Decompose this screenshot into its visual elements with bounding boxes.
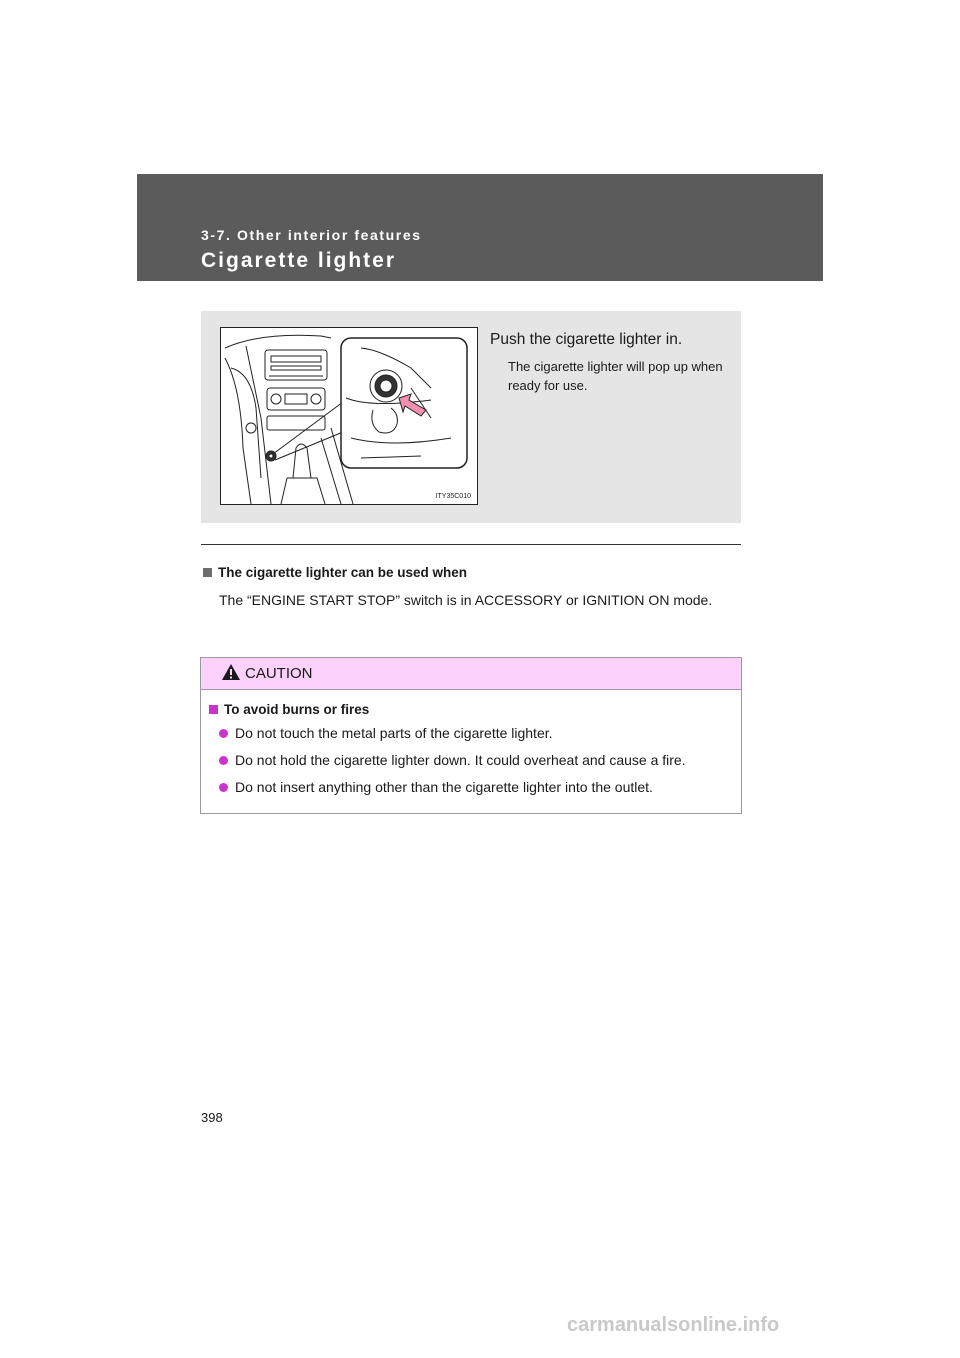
caution-header bbox=[201, 658, 741, 690]
figure-code: ITY35C010 bbox=[435, 493, 471, 500]
step-note: The cigarette lighter will pop up when ready for use. bbox=[508, 359, 723, 393]
square-bullet-icon bbox=[209, 705, 218, 714]
list-item bbox=[219, 778, 739, 796]
caution-list bbox=[219, 724, 739, 805]
info-title bbox=[203, 565, 467, 580]
bullet-dot-icon bbox=[219, 756, 228, 765]
caution-label: CAUTION bbox=[245, 665, 313, 682]
section-header bbox=[137, 174, 823, 281]
info-title-text: The cigarette lighter can be used when bbox=[218, 565, 468, 580]
section-divider bbox=[201, 544, 741, 545]
list-item bbox=[219, 751, 739, 769]
list-item-text: Do not insert anything other than the cigarette lighter into the outlet. bbox=[235, 779, 653, 795]
info-body: The “ENGINE START STOP” switch is in ACCESSORY or IGNITION ON mode. bbox=[219, 592, 713, 608]
watermark: carmanualsonline.info bbox=[567, 1314, 780, 1336]
list-item-text: Do not touch the metal parts of the cigarette lighter. bbox=[235, 725, 553, 741]
caution-title-text: To avoid burns or fires bbox=[224, 702, 370, 717]
step-instruction: Push the cigarette lighter in. bbox=[490, 331, 683, 348]
warning-triangle-icon bbox=[221, 663, 241, 681]
square-bullet-icon bbox=[203, 568, 212, 577]
caution-title bbox=[209, 702, 369, 717]
cigarette-lighter-illustration bbox=[220, 327, 478, 505]
page-title: Cigarette lighter bbox=[201, 249, 397, 272]
list-item-text: Do not hold the cigarette lighter down. It could overheat and cause a fire. bbox=[235, 752, 686, 768]
page-number: 398 bbox=[201, 1110, 223, 1125]
dashboard-lighter-drawing bbox=[221, 328, 477, 504]
caution-box bbox=[200, 657, 742, 814]
section-label: 3-7. Other interior features bbox=[201, 227, 422, 243]
bullet-dot-icon bbox=[219, 783, 228, 792]
list-item bbox=[219, 724, 739, 742]
figure-panel bbox=[201, 311, 741, 523]
bullet-dot-icon bbox=[219, 729, 228, 738]
